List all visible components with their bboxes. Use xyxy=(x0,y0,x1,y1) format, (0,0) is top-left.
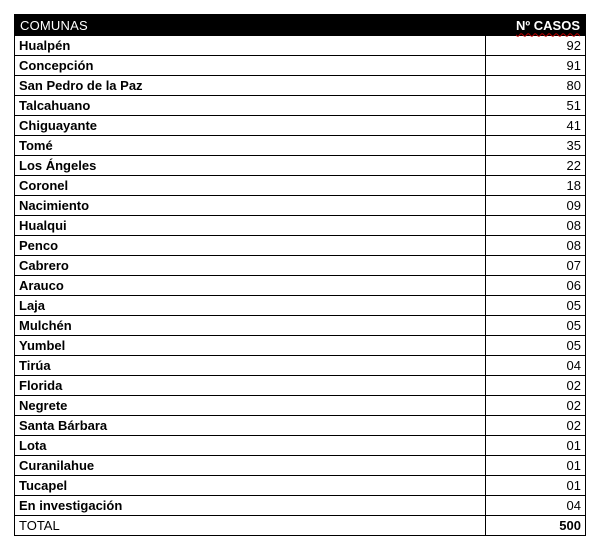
case-count: 01 xyxy=(486,476,586,496)
table-row xyxy=(15,56,586,76)
case-count: 08 xyxy=(486,216,586,236)
case-count: 05 xyxy=(486,316,586,336)
commune-name: Laja xyxy=(15,296,486,316)
table-row xyxy=(15,136,586,156)
commune-name: Arauco xyxy=(15,276,486,296)
total-label: TOTAL xyxy=(15,516,486,536)
table-row xyxy=(15,36,586,56)
commune-name: Nacimiento xyxy=(15,196,486,216)
commune-name: Tomé xyxy=(15,136,486,156)
case-count: 01 xyxy=(486,436,586,456)
commune-name: Curanilahue xyxy=(15,456,486,476)
table-body xyxy=(15,36,586,536)
commune-name: Santa Bárbara xyxy=(15,416,486,436)
header-n-casos xyxy=(486,15,586,36)
case-count: 18 xyxy=(486,176,586,196)
table-row xyxy=(15,396,586,416)
table-row xyxy=(15,196,586,216)
table-row xyxy=(15,436,586,456)
case-count: 07 xyxy=(486,256,586,276)
commune-name: San Pedro de la Paz xyxy=(15,76,486,96)
commune-name: Talcahuano xyxy=(15,96,486,116)
total-count: 500 xyxy=(486,516,586,536)
table-row xyxy=(15,216,586,236)
case-count: 02 xyxy=(486,396,586,416)
commune-name: Lota xyxy=(15,436,486,456)
table-row xyxy=(15,156,586,176)
commune-name: Concepción xyxy=(15,56,486,76)
table-row xyxy=(15,496,586,516)
table-row xyxy=(15,76,586,96)
case-count: 04 xyxy=(486,356,586,376)
table-row xyxy=(15,476,586,496)
table-row xyxy=(15,176,586,196)
commune-name: Negrete xyxy=(15,396,486,416)
case-count: 91 xyxy=(486,56,586,76)
commune-name: Cabrero xyxy=(15,256,486,276)
table-row xyxy=(15,96,586,116)
commune-name: Hualqui xyxy=(15,216,486,236)
case-count: 22 xyxy=(486,156,586,176)
case-count: 01 xyxy=(486,456,586,476)
cases-table-container xyxy=(14,14,585,536)
commune-name: Yumbel xyxy=(15,336,486,356)
header-row xyxy=(15,15,586,36)
table-row xyxy=(15,376,586,396)
commune-name: Hualpén xyxy=(15,36,486,56)
table-row xyxy=(15,336,586,356)
case-count: 35 xyxy=(486,136,586,156)
table-row xyxy=(15,416,586,436)
commune-name: Chiguayante xyxy=(15,116,486,136)
commune-name: Mulchén xyxy=(15,316,486,336)
commune-name: Florida xyxy=(15,376,486,396)
commune-name: Coronel xyxy=(15,176,486,196)
cases-by-commune-table xyxy=(14,14,586,536)
case-count: 80 xyxy=(486,76,586,96)
case-count: 02 xyxy=(486,376,586,396)
case-count: 51 xyxy=(486,96,586,116)
table-row xyxy=(15,316,586,336)
case-count: 06 xyxy=(486,276,586,296)
commune-name: En investigación xyxy=(15,496,486,516)
total-row xyxy=(15,516,586,536)
table-row xyxy=(15,116,586,136)
table-row xyxy=(15,456,586,476)
case-count: 92 xyxy=(486,36,586,56)
header-n-casos-label: Nº CASOS xyxy=(516,17,580,33)
table-row xyxy=(15,256,586,276)
case-count: 08 xyxy=(486,236,586,256)
table-row xyxy=(15,296,586,316)
commune-name: Los Ángeles xyxy=(15,156,486,176)
case-count: 09 xyxy=(486,196,586,216)
case-count: 41 xyxy=(486,116,586,136)
table-row xyxy=(15,276,586,296)
commune-name: Tirúa xyxy=(15,356,486,376)
table-row xyxy=(15,356,586,376)
case-count: 02 xyxy=(486,416,586,436)
case-count: 04 xyxy=(486,496,586,516)
table-header xyxy=(15,15,586,36)
case-count: 05 xyxy=(486,296,586,316)
commune-name: Tucapel xyxy=(15,476,486,496)
case-count: 05 xyxy=(486,336,586,356)
commune-name: Penco xyxy=(15,236,486,256)
table-row xyxy=(15,236,586,256)
header-comunas: COMUNAS xyxy=(15,15,486,36)
